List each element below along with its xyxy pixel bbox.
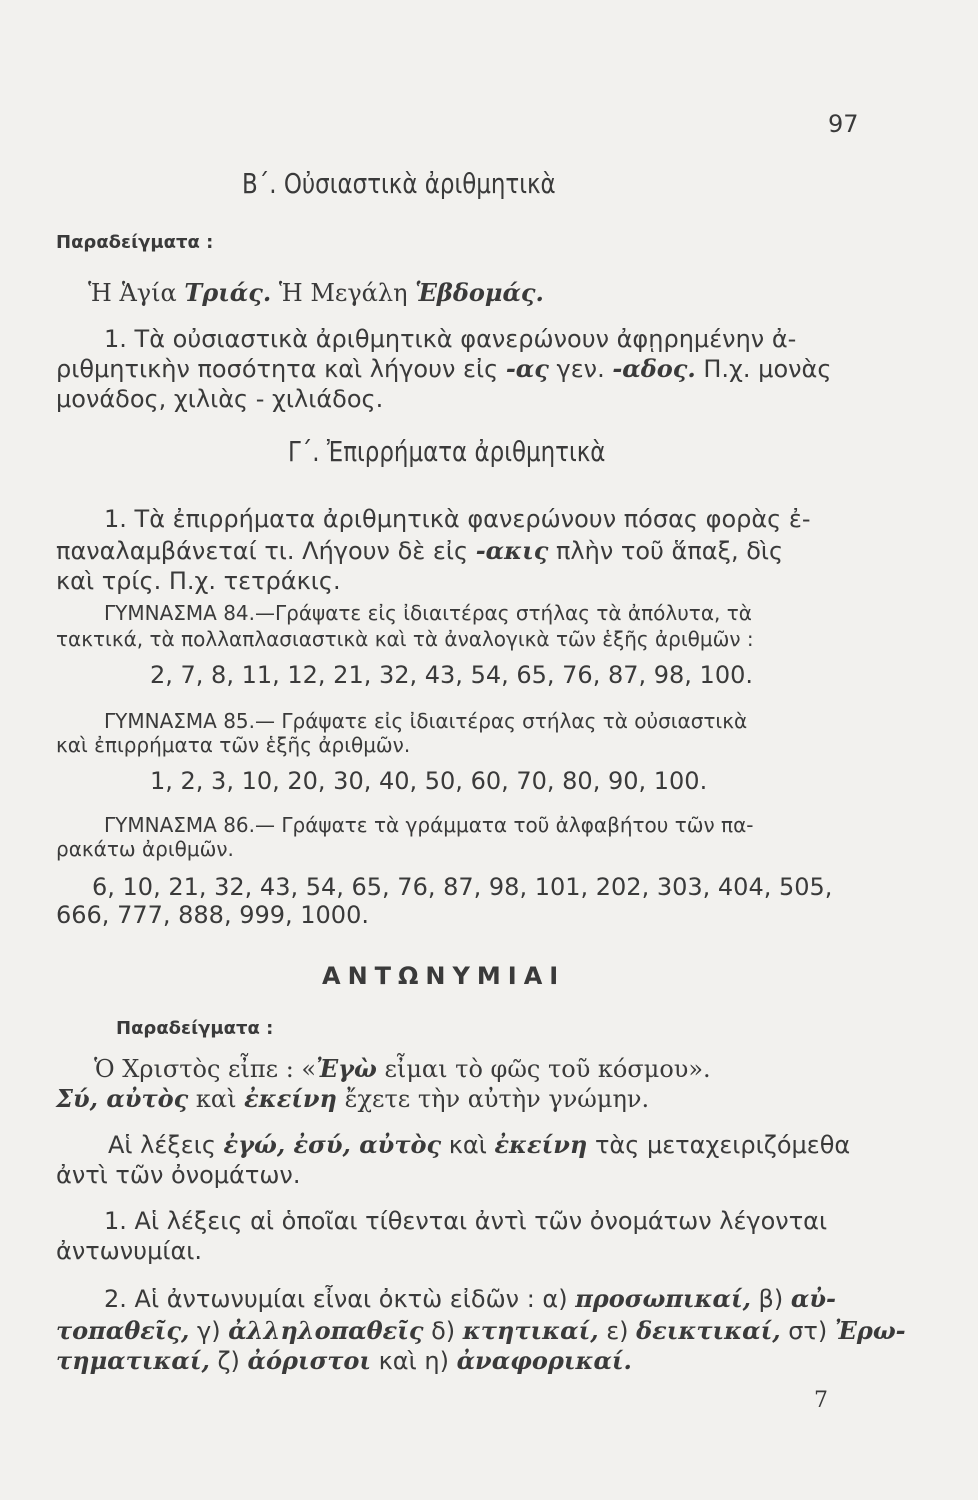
exercise-86-line1: ΓΥΜΝΑΣΜΑ 86.— Γράψατε τὰ γράμματα τοῦ ἀλφαβήτου τῶν πα- [104, 813, 754, 837]
pronoun-rule-1-line2: ἀντωνυμίαι. [56, 1237, 203, 1265]
examples-label-pronouns: Παραδείγματα : [116, 1018, 274, 1039]
section-c-heading: Γ΄. Ἐπιρρήματα ἀριθμητικὰ [288, 435, 606, 468]
rule-c-line3: καὶ τρίς. Π.χ. τετράκις. [56, 567, 341, 595]
exercise-84-numbers: 2, 7, 8, 11, 12, 21, 32, 43, 54, 65, 76, 87, 98, 100. [150, 661, 753, 689]
pronoun-rule-1-line1: 1. Αἱ λέξεις αἱ ὁποῖαι τίθενται ἀντὶ τῶν ὀνομάτων λέγονται [104, 1207, 828, 1235]
exercise-85-numbers: 1, 2, 3, 10, 20, 30, 40, 50, 60, 70, 80, 90, 100. [150, 767, 708, 795]
pronouns-title: ΑΝΤΩΝΥΜΙΑΙ [322, 962, 566, 990]
pronoun-rule-2-line2: τοπαθεῖς, γ) ἀλληλοπαθεῖς δ) κτητικαί, ε) δεικτικαί, στ) Ἐρω- [56, 1316, 906, 1345]
section-b-heading: Β΄. Οὐσιαστικὰ ἀριθμητικὰ [242, 167, 556, 200]
pronoun-paragraph-1-line2: ἀντὶ τῶν ὀνομάτων. [56, 1161, 301, 1189]
rule-c-line1: 1. Τὰ ἐπιρρήματα ἀριθμητικὰ φανερώνουν πόσας φορὰς ἐ- [104, 505, 811, 533]
exercise-86-line2: ρακάτω ἀριθμῶν. [56, 837, 234, 861]
exercise-86-numbers-1: 6, 10, 21, 32, 43, 54, 65, 76, 87, 98, 101, 202, 303, 404, 505, [92, 873, 833, 901]
example-line-b: Ἡ Ἁγία Τριάς. Ἡ Μεγάλη Ἑβδομάς. [88, 278, 544, 307]
rule-b-line2: ριθμητικὴν ποσότητα καὶ λήγουν εἰς -ας γεν. -αδος. Π.χ. μονὰς [56, 354, 832, 383]
rule-b-line1: 1. Τὰ οὐσιαστικὰ ἀριθμητικὰ φανερώνουν ἀφῃρημένην ἀ- [104, 325, 797, 353]
pronoun-example-1: Ὁ Χριστὸς εἶπε : «Ἐγὼ εἶμαι τὸ φῶς τοῦ κόσμου». [94, 1054, 711, 1083]
examples-label-b: Παραδείγματα : [56, 232, 214, 253]
page-number: 97 [828, 110, 859, 138]
rule-c-line2: παναλαμβάνεταί τι. Λήγουν δὲ εἰς -ακις πλὴν τοῦ ἅπαξ, δὶς [56, 536, 784, 565]
exercise-84-line1: ΓΥΜΝΑΣΜΑ 84.—Γράψατε εἰς ἰδιαιτέρας στήλας τὰ ἀπόλυτα, τὰ [104, 601, 752, 625]
signature-mark: 7 [814, 1388, 828, 1413]
pronoun-paragraph-1: Αἱ λέξεις ἐγώ, ἐσύ, αὐτὸς καὶ ἐκείνη τὰς μεταχειριζόμεθα [108, 1130, 851, 1159]
pronoun-rule-2-line1: 2. Αἱ ἀντωνυμίαι εἶναι ὀκτὼ εἰδῶν : α) προσωπικαί, β) αὐ- [104, 1284, 836, 1313]
rule-b-line3: μονάδος, χιλιὰς - χιλιάδος. [56, 385, 384, 413]
exercise-85-line1: ΓΥΜΝΑΣΜΑ 85.— Γράψατε εἰς ἰδιαιτέρας στήλας τὰ οὐσιαστικὰ [104, 709, 748, 733]
pronoun-rule-2-line3: τηματικαί, ζ) ἀόριστοι καὶ η) ἀναφορικαί. [56, 1346, 632, 1375]
exercise-84-line2: τακτικά, τὰ πολλαπλασιαστικὰ καὶ τὰ ἀναλογικὰ τῶν ἑξῆς ἀριθμῶν : [56, 627, 754, 651]
pronoun-example-2: Σύ, αὐτὸς καὶ ἐκείνη ἔχετε τὴν αὐτὴν γνώμην. [56, 1084, 650, 1113]
exercise-85-line2: καὶ ἐπιρρήματα τῶν ἑξῆς ἀριθμῶν. [56, 733, 411, 757]
exercise-86-numbers-2: 666, 777, 888, 999, 1000. [56, 901, 369, 929]
